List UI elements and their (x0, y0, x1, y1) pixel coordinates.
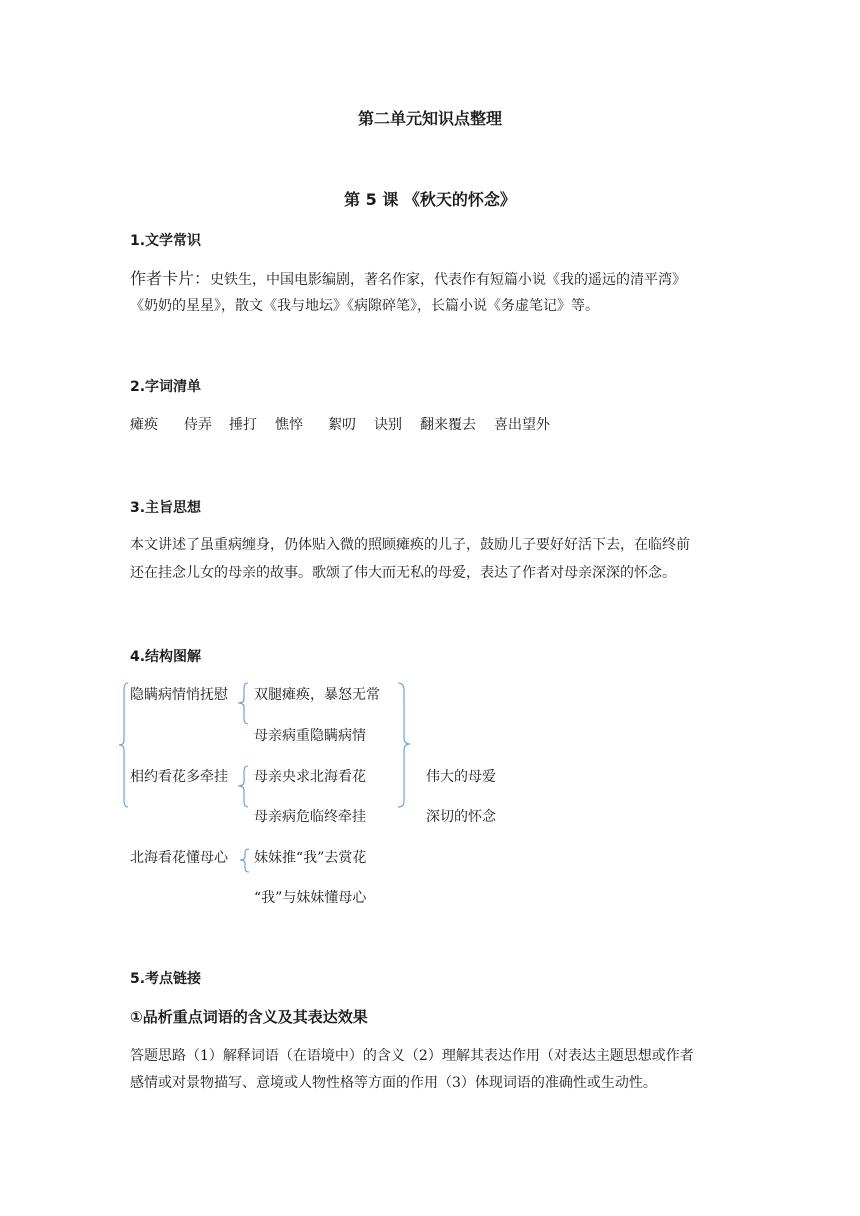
author-card-text-1: 史铁生，中国电影编剧，著名作家，代表作有短篇小说《我的遥远的清平湾》 (210, 272, 687, 288)
theme-line-1: 本文讲述了虽重病缠身，仍体贴入微的照顾瘫痪的儿子，鼓励儿子要好好活下去，在临终前 (130, 537, 690, 553)
word-item: 喜出望外 (494, 417, 550, 433)
conclusion-2: 深切的怀念 (426, 809, 496, 825)
exam-line-2: 感情或对景物描写、意境或人物性格等方面的作用（3）体现词语的准确性或生动性。 (130, 1075, 657, 1091)
group-1-item-2: 母亲病重隐瞒病情 (254, 728, 366, 744)
word-item: 侍弄 (184, 417, 212, 433)
group-label-3: 北海看花懂母心 (130, 850, 228, 866)
group-3-item-1: 妹妹推“我”去赏花 (254, 850, 367, 866)
word-item: 捶打 (229, 417, 257, 433)
theme-line-2: 还在挂念儿女的母亲的故事。歌颂了伟大而无私的母爱，表达了作者对母亲深深的怀念。 (130, 565, 676, 581)
lesson-title: 第 5 课 《秋天的怀念》 (344, 190, 516, 209)
word-item: 翻来覆去 (420, 417, 476, 433)
group-1-brace (238, 683, 248, 724)
conclusion-1: 伟大的母爱 (426, 769, 496, 785)
group-label-1: 隐瞒病情悄抚慰 (130, 687, 228, 703)
group-2-brace (238, 766, 248, 807)
section-5-heading: 5.考点链接 (130, 971, 202, 987)
word-item: 瘫痪 (130, 417, 158, 433)
exam-line-1: 答题思路（1）解释词语（在语境中）的含义（2）理解其表达作用（对表达主题思想或作者 (130, 1048, 694, 1064)
section-3-heading: 3.主旨思想 (130, 500, 202, 516)
word-item: 诀别 (374, 417, 402, 433)
outer-left-brace (119, 683, 128, 807)
page-title: 第二单元知识点整理 (357, 109, 502, 128)
word-item: 憔悴 (275, 417, 303, 433)
section-2-heading: 2.字词清单 (130, 379, 202, 395)
author-card-label: 作者卡片： (130, 269, 211, 288)
group-2-item-1: 母亲央求北海看花 (254, 769, 366, 785)
section-5-sub-heading: ①品析重点词语的含义及其表达效果 (130, 1008, 368, 1026)
section-1-heading: 1.文学常识 (130, 233, 202, 249)
right-brace (398, 683, 410, 807)
author-card-line-2: 《奶奶的星星》，散文《我与地坛》《病隙碎笔》，长篇小说《务虚笔记》等。 (130, 298, 599, 314)
group-label-2: 相约看花多牵挂 (130, 769, 228, 785)
group-1-item-1: 双腿瘫痪，暴怒无常 (254, 687, 380, 703)
word-item: 絮叨 (328, 417, 356, 433)
group-3-item-2: “我”与妹妹懂母心 (254, 890, 367, 906)
section-4-heading: 4.结构图解 (130, 649, 202, 665)
group-2-item-2: 母亲病危临终牵挂 (254, 809, 366, 825)
group-3-brace (240, 849, 249, 872)
